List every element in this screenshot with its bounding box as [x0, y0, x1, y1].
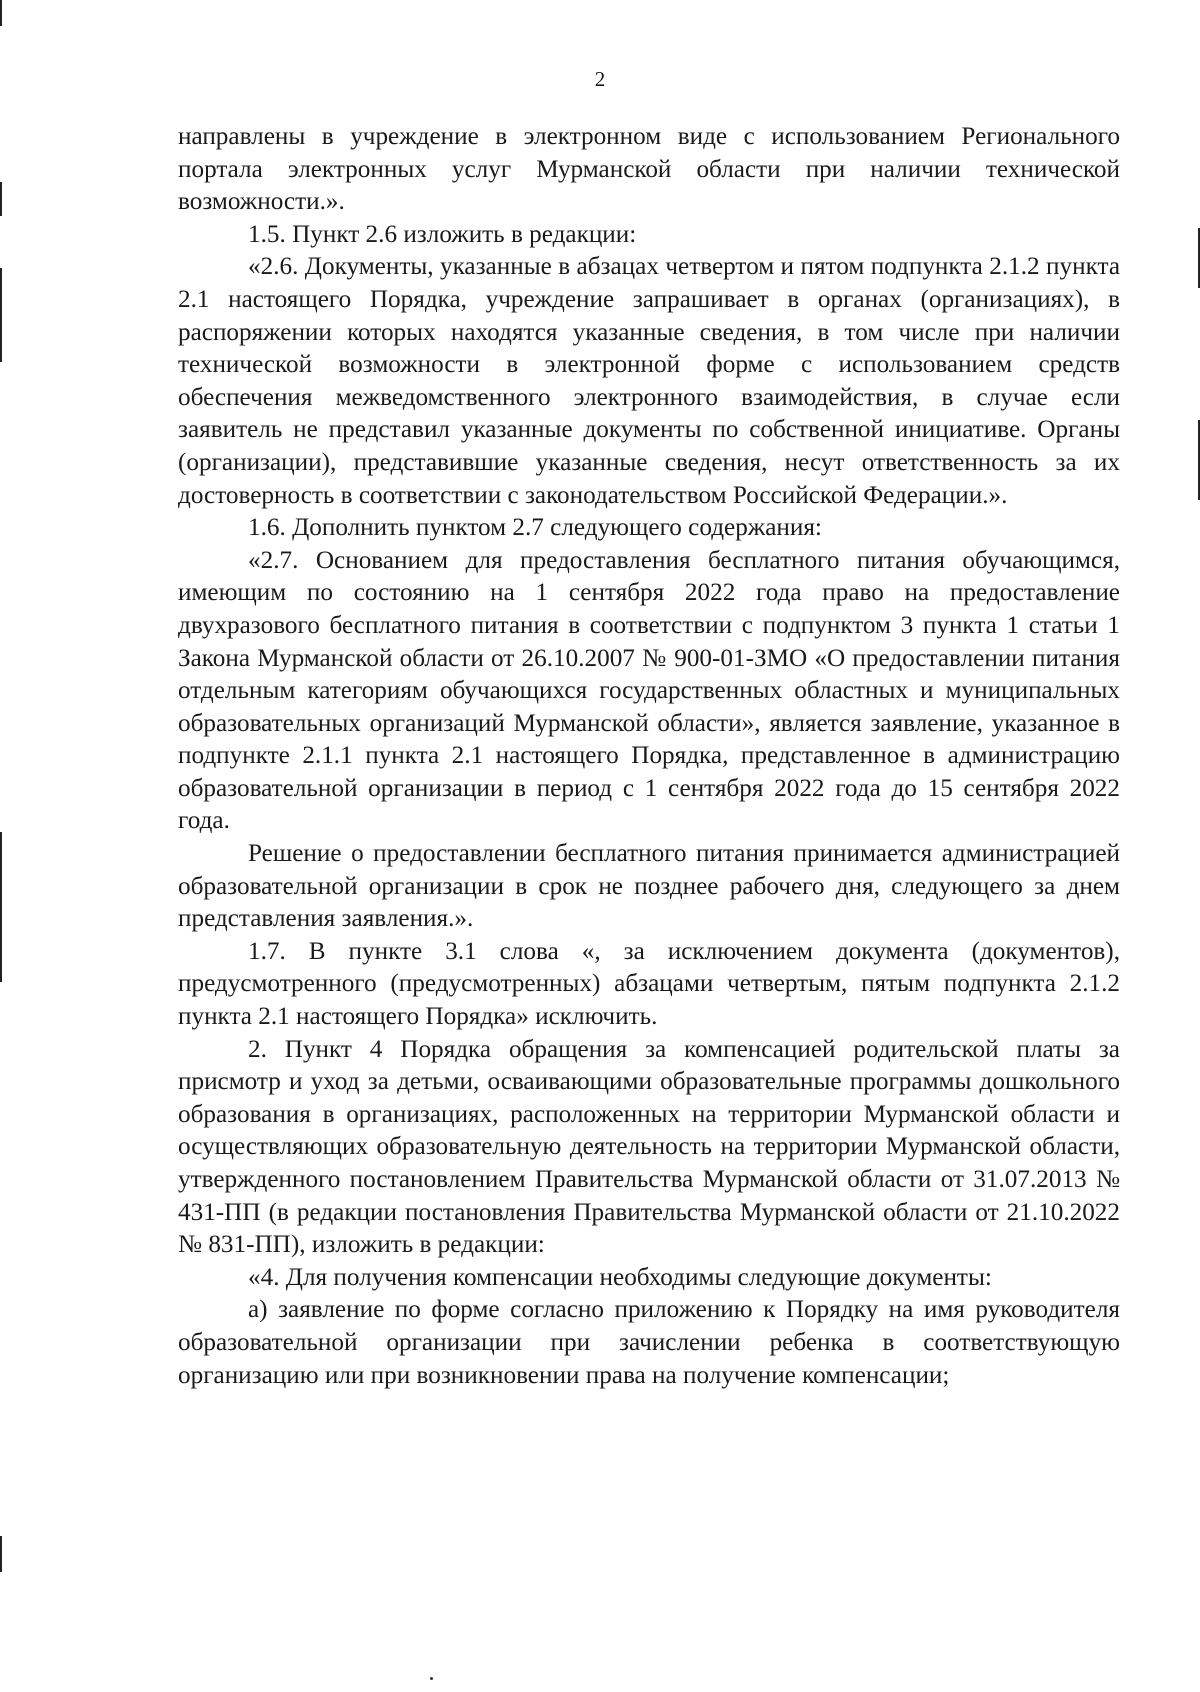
scan-edge-left-top	[0, 0, 2, 26]
paragraph-subitem-a: а) заявление по форме согласно приложению к Порядку на имя руководителя образовательной организации при зачислении ребенка в соответствующую организацию или при возникновении права на получение компенсации;	[178, 1296, 1120, 1389]
scan-edge-left-middle	[0, 268, 2, 362]
document-body	[178, 121, 1120, 1392]
paragraph-item-1-5: 1.5. Пункт 2.6 изложить в редакции:	[248, 220, 637, 248]
paragraph-decision: Решение о предоставлении бесплатного питания принимается администрацией образовательной организации в срок не позднее рабочего дня, следующего за днем представления заявления.».	[178, 840, 1120, 933]
page-number: 2	[594, 67, 606, 91]
scan-edge-left-bottom	[0, 1536, 2, 1572]
paragraph-item-1-7: 1.7. В пункте 3.1 слова «, за исключением документа (документов), предусмотренного (предусмотренных) абзацами четвертым, пятым подпункта 2.1.2 пункта 2.1 настоящего Порядка» исключить.	[178, 937, 1120, 1031]
scan-edge-left-lower	[0, 832, 2, 982]
paragraph-clause-4: «4. Для получения компенсации необходимы следующие документы:	[248, 1263, 992, 1291]
scan-speck	[430, 1677, 433, 1680]
paragraph-continuation: направлены в учреждение в электронном виде с использованием Регионального портала электронных услуг Мурманской области при наличии технической возможности.».	[178, 123, 1120, 216]
paragraph-clause-2-7: «2.7. Основанием для предоставления бесплатного питания обучающимся, имеющим по состоянию на 1 сентября 2022 года право на предоставление двухразового бесплатного питания в соответствии с подпунктом 3 пункта 1 статьи 1 Закона Мурманской области от 26.10.2007 № 900-01-ЗМО «О предоставлении питания отдельным категориям обучающихся государственных областных и муниципальных образовательных организаций Мурманской области», является заявление, указанное в подпункте 2.1.1 пункта 2.1 настоящего Порядка, представленное в администрацию образовательной организации в период с 1 сентября 2022 года до 15 сентября 2022 года.	[178, 546, 1120, 835]
paragraph-item-1-6: 1.6. Дополнить пунктом 2.7 следующего содержания:	[248, 514, 822, 542]
paragraph-clause-2-6: «2.6. Документы, указанные в абзацах четвертом и пятом подпункта 2.1.2 пункта 2.1 настоящего Порядка, учреждение запрашивает в органах (организациях), в распоряжении которых находятся указанные сведения, в том числе при наличии технической возможности в электронной форме с использованием средств обеспечения межведомственного электронного взаимодействия, в случае если заявитель не представил указанные документы по собственной инициативе. Органы (организации), представившие указанные сведения, несут ответственность за их достоверность в соответствии с законодательством Российской Федерации.».	[178, 253, 1120, 509]
scan-edge-left-upper	[0, 182, 2, 216]
paragraph-item-2: 2. Пункт 4 Порядка обращения за компенсацией родительской платы за присмотр и уход за детьми, осваивающими образовательные программы дошкольного образования в организациях, расположенных на территории Мурманской области и осуществляющих образовательную деятельность на территории Мурманской области, утвержденного постановлением Правительства Мурманской области от 31.07.2013 № 431-ПП (в редакции постановления Правительства Мурманской области от 21.10.2022 № 831-ПП), изложить в редакции:	[178, 1035, 1120, 1259]
